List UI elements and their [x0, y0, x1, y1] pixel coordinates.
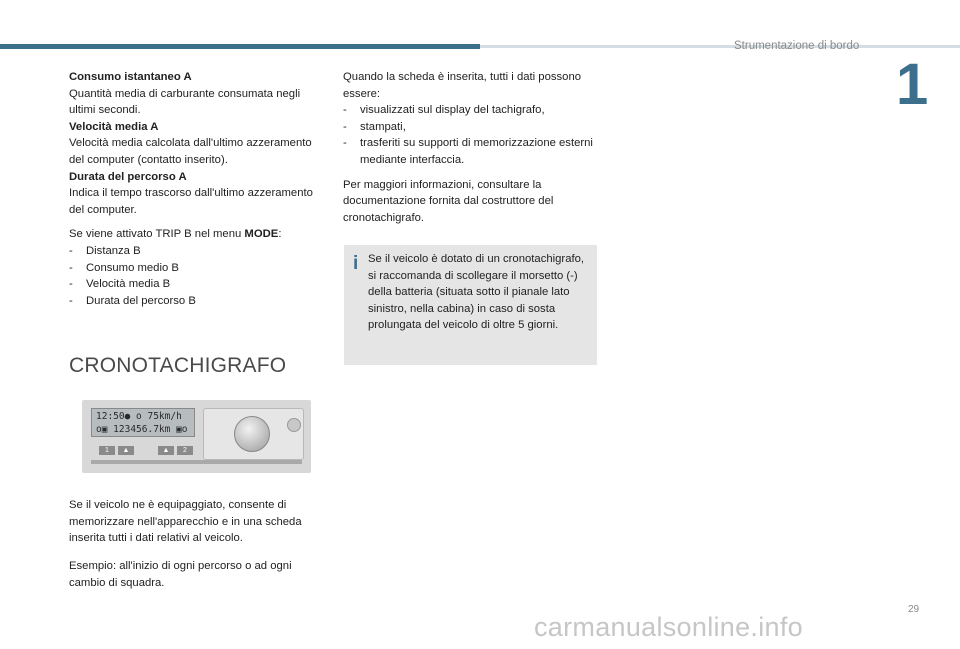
paragraph: Esempio: all'inizio di ogni percorso o ad ogni cambio di squadra. [69, 560, 292, 589]
page-number: 29 [908, 604, 920, 615]
eject-2-button: ▲ [158, 446, 174, 455]
list-item: - trasferiti su supporti di memorizzazione esterni mediante interfaccia. [343, 135, 603, 168]
display-line-2: o▣ 123456.7km ▣o [96, 424, 188, 435]
list-item: - stampati, [343, 119, 603, 136]
tachograph-display [91, 408, 195, 437]
section-title: CRONOTACHIGRAFO [69, 354, 287, 377]
info-icon: i [353, 253, 359, 274]
item-title: Consumo istantaneo A [69, 71, 192, 83]
list-item: - Velocità media B [69, 276, 324, 293]
left-column [69, 69, 324, 309]
list-item: - Consumo medio B [69, 260, 324, 277]
list-item: - visualizzati sul display del tachigrafo, [343, 102, 603, 119]
info-box [344, 245, 597, 365]
tachograph-buttons [91, 446, 194, 456]
display-line-1: 12:50● o 75km/h [96, 411, 182, 422]
driver-1-button: 1 [99, 446, 115, 455]
info-text: Se il veicolo è dotato di un cronotachigrafo, si raccomanda di scollegare il morsetto (-) della batteria (situata sotto il pianale lato sinistro, nella cabina) in caso di sosta prolungata del veicolo di oltre 5 giorni. [368, 253, 585, 332]
chapter-number: 1 [896, 52, 929, 117]
list-item: - Distanza B [69, 243, 324, 260]
item-text: Indica il tempo trascorso dall'ultimo azzeramento del computer. [69, 187, 313, 216]
item-title: Durata del percorso A [69, 170, 187, 183]
item-title: Velocità media A [69, 120, 159, 133]
right-column [343, 69, 603, 226]
section-header: Strumentazione di bordo [734, 40, 860, 52]
paragraph: Quando la scheda è inserita, tutti i dati possono essere: [343, 71, 582, 100]
header-bar-dark [0, 44, 480, 49]
item-text: Velocità media calcolata dall'ultimo azzeramento del computer (contatto inserito). [69, 137, 312, 166]
tachograph-control-panel [203, 408, 304, 460]
trip-list [69, 243, 324, 309]
data-list [343, 102, 603, 168]
paragraph: Se il veicolo ne è equipaggiato, consente di memorizzare nell'apparecchio e in una scheda inserita tutti i dati relativi al veicolo. [69, 499, 302, 545]
driver-2-button: 2 [177, 446, 193, 455]
left-column-bottom [69, 486, 324, 603]
control-knob-icon [234, 416, 270, 452]
round-button-icon [287, 418, 301, 432]
list-item: - Durata del percorso B [69, 293, 324, 310]
paragraph: Per maggiori informazioni, consultare la documentazione fornita dal costruttore del cronotachigrafo. [343, 178, 554, 224]
eject-1-button: ▲ [118, 446, 134, 455]
header-bar-light [480, 45, 960, 48]
watermark: carmanualsonline.info [534, 612, 803, 642]
item-text: Quantità media di carburante consumata negli ultimi secondi. [69, 87, 301, 117]
tachograph-illustration [82, 400, 311, 473]
card-slot [91, 460, 302, 464]
trip-intro: Se viene attivato TRIP B nel menu MODE: [69, 228, 282, 241]
mode-keyword: MODE [244, 228, 279, 241]
